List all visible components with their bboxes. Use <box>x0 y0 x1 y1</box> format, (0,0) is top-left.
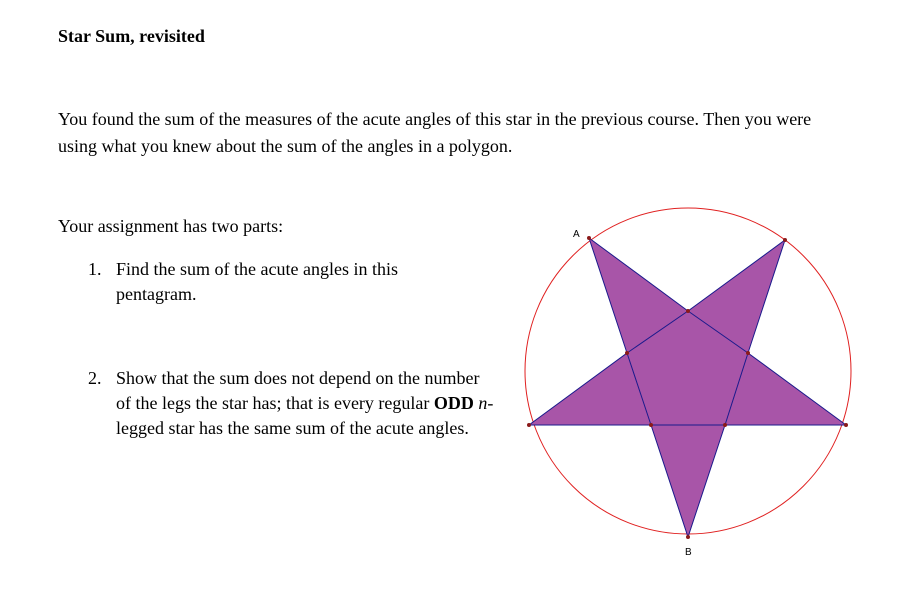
vertex-point-b <box>686 535 690 539</box>
page-title: Star Sum, revisited <box>58 26 205 46</box>
intersection-point <box>625 351 629 355</box>
task-text: Find the sum of the acute angles in this pentagram. <box>116 259 398 304</box>
task-number: 1. <box>88 259 102 279</box>
vertex-point <box>783 238 787 242</box>
task-text <box>116 366 498 441</box>
intersection-point <box>649 423 653 427</box>
intersection-point <box>723 423 727 427</box>
vertex-point-a <box>587 236 591 240</box>
intersection-point <box>746 351 750 355</box>
task-item-1 <box>88 257 448 307</box>
assignment-intro: Your assignment has two parts: <box>58 216 284 236</box>
point-label-a: A <box>573 229 580 240</box>
task-text-italic: n <box>478 393 488 413</box>
intro-paragraph: You found the sum of the measures of the acute angles of this star in the previous course. Then you were using what you knew about the sum of the angles in a polygon. <box>58 109 812 156</box>
task-text-part: -legged star has the same sum of the acute angles. <box>116 393 494 438</box>
task-text-bold: ODD <box>433 393 474 413</box>
task-number: 2. <box>88 368 102 388</box>
pentagram-figure <box>510 200 870 580</box>
pentagram-star <box>529 238 846 537</box>
task-item-2 <box>88 366 498 441</box>
vertex-point <box>527 423 531 427</box>
intersection-point <box>686 309 690 313</box>
point-label-b: B <box>685 547 692 558</box>
vertex-point <box>844 423 848 427</box>
task-text-part: Show that the sum does not depend on the number of the legs the star has; that is every regular <box>116 368 480 413</box>
